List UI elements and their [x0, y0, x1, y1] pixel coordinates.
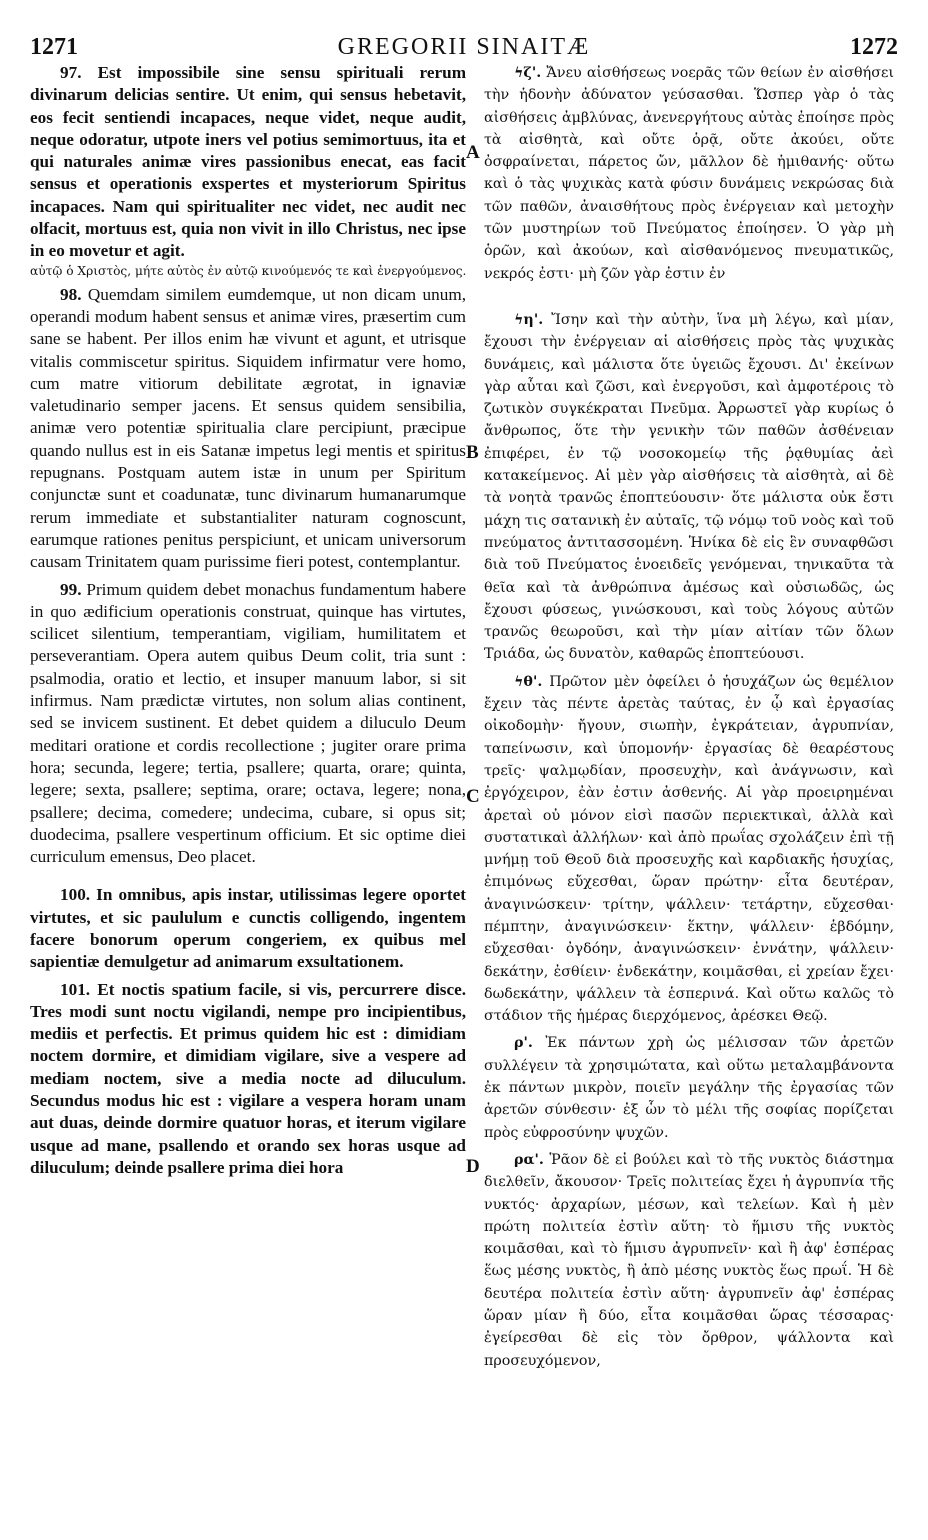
greek-paragraph-97: [484, 62, 894, 285]
greek-paragraph-99: [484, 671, 894, 1028]
paragraph-number: 101.: [60, 979, 91, 999]
page-header: [0, 0, 928, 60]
paragraph-text: Ἴσην καὶ τὴν αὐτὴν, ἵνα μὴ λέγω, καὶ μίαν, ἔχουσι τὴν ἐνέργειαν αἱ αἰσθήσεις πρὸς τὰς ψυχικὰς δυνάμεις, καὶ μάλιστα ὅτε ὑγειῶς ἔχουσι. Δι' ἐκείνων γὰρ αὗται καὶ ζῶσι, καὶ ἐνεργοῦσι, καὶ ἀμφοτέροις τὸ ζωτικὸν συγκέκραται Πνεῦμα. Ἀρρωστεῖ γὰρ κυρίως ὁ ἄνθρωπος, ὅτε τὴν γενικὴν τῶν παθῶν ἀσθένειαν ἐπιφέρει, ἐν τῷ νοσοκομείῳ τῆς ῥᾳθυμίας ἀεὶ κατακείμενος. Αἱ μὲν γὰρ αἰσθήσεις τὰ αἰσθητὰ, αἱ δὲ τὰ νοητὰ τρανῶς ἐποπτεύουσιν· ὅτε μάλιστα οὐκ ἔστι μάχη τις σατανικὴ ἐν αὐταῖς, τῷ νόμῳ τοῦ νοὸς καὶ τοῦ πνεύματος ἀντιτασσομένη. Ἡνίκα δὲ εἰς ἓν συναφθῶσι διὰ τοῦ Πνεύματος ἑνοειδεῖς γενόμεναι, τηνικαῦτα τὰ θεῖα καὶ τὰ ἀνθρώπινα ἀμέσως καὶ οὐσιωδῶς, ὡς ἔχουσι φύσεως, γινώσκουσι, καὶ τοὺς λόγους αὐτῶν τρανῶς θεωροῦσι, καὶ τὴν μίαν αἰτίαν τῶν ὅλων Τριάδα, ὡς δυνατὸν, καθαρῶς ἐποπτεύουσι.: [484, 311, 894, 663]
margin-marker-b: B: [466, 442, 479, 463]
paragraph-text: Primum quidem debet monachus fundamentum habere in quo ædificium operationis construat, quinque has virtutes, scilicet silentium, temperantiam, vigiliam, humilitatem et perseverantiam. Opera autem quibus Deum colit, tria sunt : psalmodia, oratio et lectio, et insuper manuum labor, si sit infirmus. Nam prædictæ virtutes, non solum alias continent, sed se invicem sustinent. Et debet quidem a diluculo Deum meditari oratione et cordis recollectione ; jugiter orare prima hora; secunda, legere; tertia, psallere; quarta, orare; quinta, legere; sexta, psallere; septima, orare; octava, legere; nona, psallere; decima, comedere; undecima, cubare, si opus sit; duodecima, psallere vespertinum officium. Et sic optime diei curriculum emensus, Deo placet.: [30, 579, 466, 867]
paragraph-number: ϟζ'.: [514, 65, 542, 81]
paragraph-text: Ἄνευ αἰσθήσεως νοερᾶς τῶν θείων ἐν αἰσθήσει τὴν ἡδονὴν ἀδύνατον γεύσασθαι. Ὥσπερ γὰρ ὁ τὰς αἰσθήσεις ἀμβλύνας, ἀνενεργήτους αὐτὰς ἐποίησε πρὸς τὰ αἰσθητὰ, καὶ οὔτε ὁρᾷ, οὔτε ἀκούει, οὔτε ὀσφραίνεται, πάρετος ὤν, μᾶλλον δὲ ἡμιθανής· οὕτω καὶ ὁ τὰς ψυχικὰς κατὰ φύσιν δυνάμεις νεκρώσας διὰ τῶν παθῶν, ἀναισθήτους πρὸς ἐνέργειαν καὶ μετοχὴν τῶν μυστηρίων τοῦ Πνεύματος ἐποίησεν. Ὁ γὰρ μὴ ὁρῶν, καὶ ἀκούων, καὶ αἰσθανόμενος πνευματικῶς, νεκρός ἐστι· μὴ ζῶν γὰρ ἐστιν ἐν: [484, 65, 894, 282]
latin-paragraph-98: [30, 284, 466, 574]
paragraph-number: 99.: [60, 579, 82, 599]
paragraph-text: In omnibus, apis instar, utilissimas legere oportet virtutes, et sic paululum e cunctis colligendo, ingentem facere bonorum operum congeriem, ex quibus mel sapientiæ demulgetur ad animarum exsultationem.: [30, 885, 466, 972]
latin-paragraph-101: [30, 979, 466, 1180]
paragraph-text: Ἐκ πάντων χρὴ ὡς μέλισσαν τῶν ἀρετῶν συλλέγειν τὰ χρησιμώτατα, καὶ οὕτω μεταλαμβάνοντα ἐκ πάντων μικρὸν, ποιεῖν μεγάλην τῆς ἐργασίας τῶν ἀρετῶν σύνθεσιν· ἐξ ὧν τὸ μέλι τῆς σοφίας πορίζεται πρὸς εὐφροσύνην ψυχῶν.: [484, 1035, 894, 1141]
paragraph-number: 98.: [60, 284, 82, 304]
running-title: GREGORII SINAITÆ: [337, 34, 591, 60]
paragraph-text: Πρῶτον μὲν ὀφείλει ὁ ἡσυχάζων ὡς θεμέλιον ἔχειν τὰς πέντε ἀρετὰς ταύτας, ἐν ᾧ καὶ ἐργασίας οἰκοδομὴν· ἤγουν, σιωπὴν, ἐγκράτειαν, ἀγρυπνίαν, ταπείνωσιν, καὶ ὑπομονήν· ἐργασίας δὲ θεαρέστους τρεῖς· ψαλμῳδίαν, προσευχὴν, καὶ ἀνάγνωσιν, καὶ ἐργόχειρον, ἐὰν ἐστιν ἀσθενής. Αἱ γὰρ προειρημέναι ἀρεταὶ οὐ μόνον εἰσὶ πασῶν περιεκτικαὶ, ἀλλὰ καὶ συστατικαὶ ἀλλήλων· καὶ ἀπὸ πρωΐας σχολάζειν ἐπὶ τῇ μνήμῃ τοῦ Θεοῦ διὰ προσευχῆς καὶ καρδιακῆς ἡσυχίας, ἐπιμόνως εὔχεσθαι, ὥραν πρώτην· εἶτα δευτέραν, ἀναγινώσκειν· τρίτην, ψάλλειν· τετάρτην, εὔχεσθαι· πέμπτην, ἀναγινώσκειν· ἕκτην, ψάλλειν· ἑβδόμην, εὔχεσθαι· ὀγδόην, ἀναγινώσκειν· ἐννάτην, ψάλλειν· δεκάτην, ἐσθίειν· ἑνδεκάτην, κοιμᾶσθαι, εἰ χρείαν ἔχει· δωδεκάτην, ψάλλειν τὰ ἑσπερινά. Καὶ οὕτω καλῶς τὸ στάδιον τῆς ἡμέρας διερχόμενος, ἀρέσκει Θεῷ.: [484, 673, 895, 1025]
paragraph-text: Et noctis spatium facile, si vis, percurrere disce. Tres modi sunt noctu vigilandi, nempe pro incipientibus, mediis et perfectis. Et primus quidem hic est : dimidiam noctem dormire, et dimidiam vigilare, sive a vespere ad mediam noctem, sive a media nocte ad diluculum. Secundus modus hic est : vigilare a vespera horam unam aut duas, deinde dormire quatuor horas, et iterum vigilare usque ad mane, psallendo et orando sex horas usque ad diluculum; deinde psallere prima diei hora: [30, 979, 467, 1177]
paragraph-text: Ῥᾶον δὲ εἰ βούλει καὶ τὸ τῆς νυκτὸς διάστημα διελθεῖν, ἄκουσον· Τρεῖς πολιτείας ἔχει ἡ ἀγρυπνία τῆς νυκτός· ἀρχαρίων, μέσων, καὶ τελείων. Καὶ ἡ μὲν πρώτη πολιτεία ἐστὶν αὕτη· τὸ ἥμισυ τῆς νυκτὸς κοιμᾶσθαι, καὶ τὸ ἥμισυ ἀγρυπνεῖν· καὶ ἢ ἀφ' ἑσπέρας ἕως μέσης νυκτὸς, ἢ ἀπὸ μέσης νυκτὸς ἕως πρωΐ. Ἡ δὲ δευτέρα πολιτεία ἐστὶν αὕτη· ἀγρυπνεῖν ἀφ' ἑσπέρας ὥραν μίαν ἢ δύο, εἶτα κοιμᾶσθαι ὥρας τέσσαρας· ἐγείρεσθαι δὲ εἰς τὸν ὄρθρον, ψάλλοντα καὶ προσευχόμενον,: [484, 1151, 894, 1369]
paragraph-number: ρ'.: [514, 1035, 533, 1052]
page-number-left: 1271: [30, 34, 78, 60]
paragraph-text: Est impossibile sine sensu spirituali rerum divinarum delicias sentire. Ut enim, qui sensus hebetavit, eos fecit sentiendi incapaces, neque videt, neque audit, neque odoratur, utpote iners vel potius semimortuus, ita et qui naturales animæ vires passionibus enecat, eas facit sensus et operationis exspertes et mysteriorum Spiritus incapaces. Nam qui spiritualiter nec videt, nec audit nec olfacit, mortuus est, quia non vivit in illo Christus, nec ipse in eo movetur et agit.: [30, 63, 467, 261]
margin-marker-a: A: [466, 142, 480, 163]
latin-paragraph-99: [30, 579, 466, 869]
latin-paragraph-100: [30, 884, 466, 973]
paragraph-number: ρα'.: [514, 1151, 544, 1168]
paragraph-text: Quemdam similem eumdemque, ut non dicam unum, operandi modum habent sensus et animæ vires, præsertim cum sane se habent. Per illos enim hæ vivunt et agunt, et utrisque vitalis commiscetur spiritus. Siquidem infirmatur vere homo, cum matre vitiorum debilitate ægrotat, in ignaviæ valetudinario semper jacens. Et sensus quidem sensibilia, animæ vero potentiæ spiritualia clare percipiunt, præcipue quando nullus est in eis Satanæ impetus legi mentis et spiritus repugnans. Postquam autem istæ in unum per Spiritum conjunctæ sunt et coadunatæ, tunc divinarum humanarumque rerum immediate et substantialiter naturam cognoscunt, earumque rationes penitus perspiciunt, et unicam universorum causam Trinitatem quam purissime fieri potest, contemplantur.: [30, 284, 467, 572]
paragraph-number: 97.: [60, 63, 82, 82]
greek-paragraph-101: [484, 1149, 894, 1372]
latin-paragraph-97: [30, 62, 466, 263]
page-number-right: 1272: [850, 34, 898, 60]
latin-column: [30, 62, 466, 1179]
greek-paragraph-100: [484, 1032, 894, 1143]
margin-marker-d: D: [466, 1156, 480, 1177]
paragraph-number: 100.: [60, 885, 91, 905]
paragraph-number: ϟθ'.: [514, 673, 543, 690]
paragraph-number: ϟη'.: [514, 311, 544, 328]
greek-column: [484, 62, 894, 1372]
greek-carryover-line: αὐτῷ ὁ Χριστὸς, μήτε αὐτὸς ἐν αὐτῷ κινούμενός τε καὶ ἐνεργούμενος.: [30, 263, 467, 278]
margin-marker-c: C: [466, 786, 480, 807]
greek-paragraph-98: [484, 309, 894, 666]
